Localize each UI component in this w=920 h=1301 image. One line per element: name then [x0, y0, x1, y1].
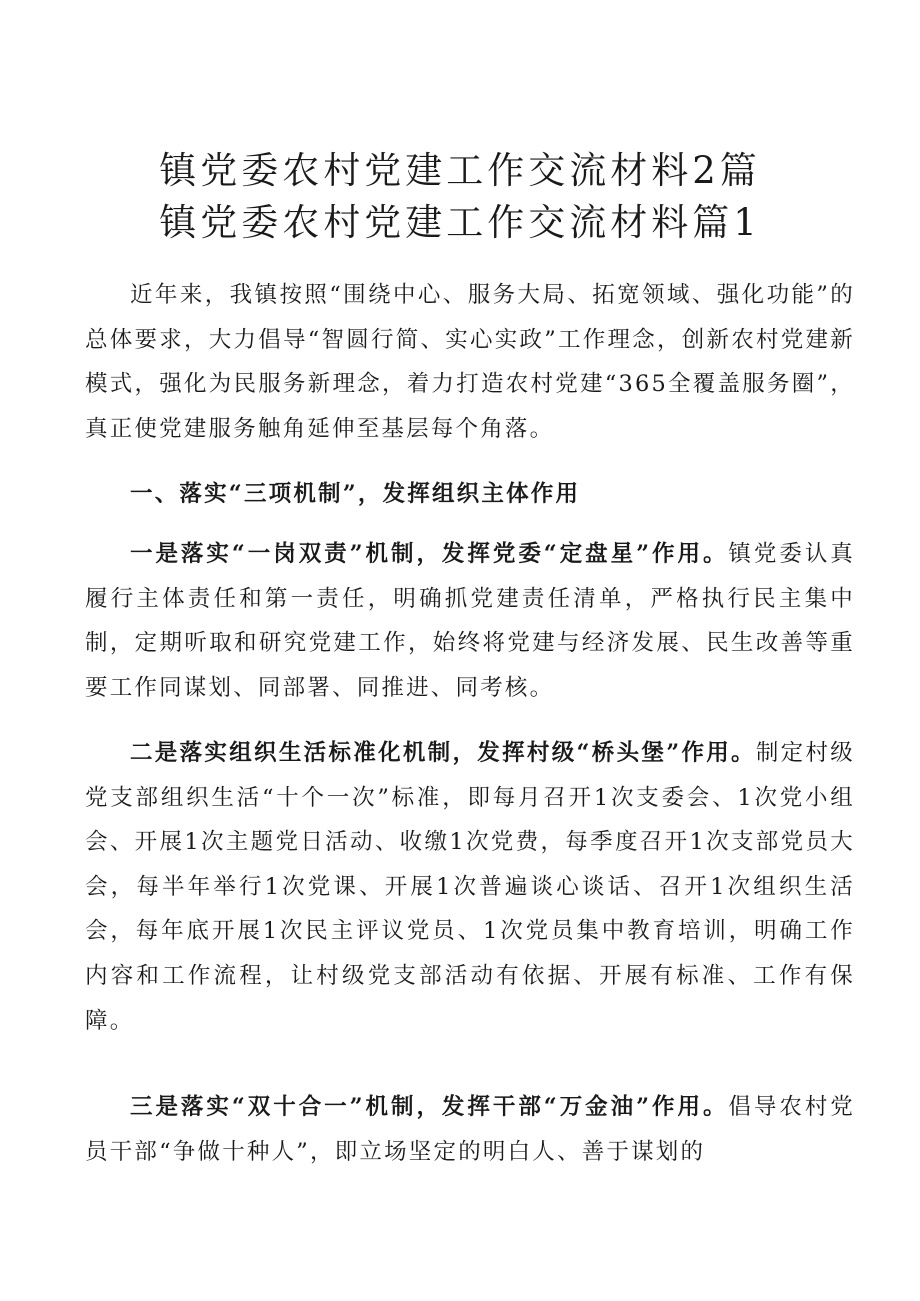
- item-lead-2: 二是落实组织生活标准化机制，发挥村级“桥头堡”作用。: [130, 740, 756, 766]
- item-paragraph-2: [85, 731, 855, 1043]
- document-title: 镇党委农村党建工作交流材料2篇: [159, 149, 761, 192]
- item-body-1: 镇党委认真履行主体责任和第一责任，明确抓党建责任清单，严格执行民主集中制，定期听取和研究党建工作，始终将党建与经济发展、民生改善等重要工作同谋划、同部署、同推进、同考核。: [85, 541, 855, 701]
- item-paragraph-3: [85, 1085, 855, 1174]
- item-paragraph-1: [85, 532, 855, 710]
- item-lead-3: 三是落实“双十合一”机制，发挥干部“万金油”作用。: [130, 1094, 729, 1120]
- item-lead-1: 一是落实“一岗双责”机制，发挥党委“定盘星”作用。: [130, 541, 729, 567]
- section-heading-1: 一、落实“三项机制”，发挥组织主体作用: [130, 481, 581, 507]
- item-body-2: 制定村级党支部组织生活“十个一次”标准，即每月召开1次支委会、1次党小组会、开展1次主题党日活动、收缴1次党费，每季度召开1次支部党员大会，每半年举行1次党课、开展1次普遍谈心谈话、召开1次组织生活会，每年底开展1次民主评议党员、1次党员集中教育培训，明确工作内容和工作流程，让村级党支部活动有依据、开展有标准、工作有保障。: [85, 740, 855, 1034]
- item-body-3: 倡导农村党员干部“争做十种人”，即立场坚定的明白人、善于谋划的: [85, 1094, 855, 1165]
- intro-paragraph: 近年来，我镇按照“围绕中心、服务大局、拓宽领域、强化功能”的总体要求，大力倡导“智圆行简、实心实政”工作理念，创新农村党建新模式，强化为民服务新理念，着力打造农村党建“365全覆盖服务圈”，真正使党建服务触角延伸至基层每个角落。: [85, 282, 855, 442]
- document-subtitle: 镇党委农村党建工作交流材料篇1: [159, 201, 761, 244]
